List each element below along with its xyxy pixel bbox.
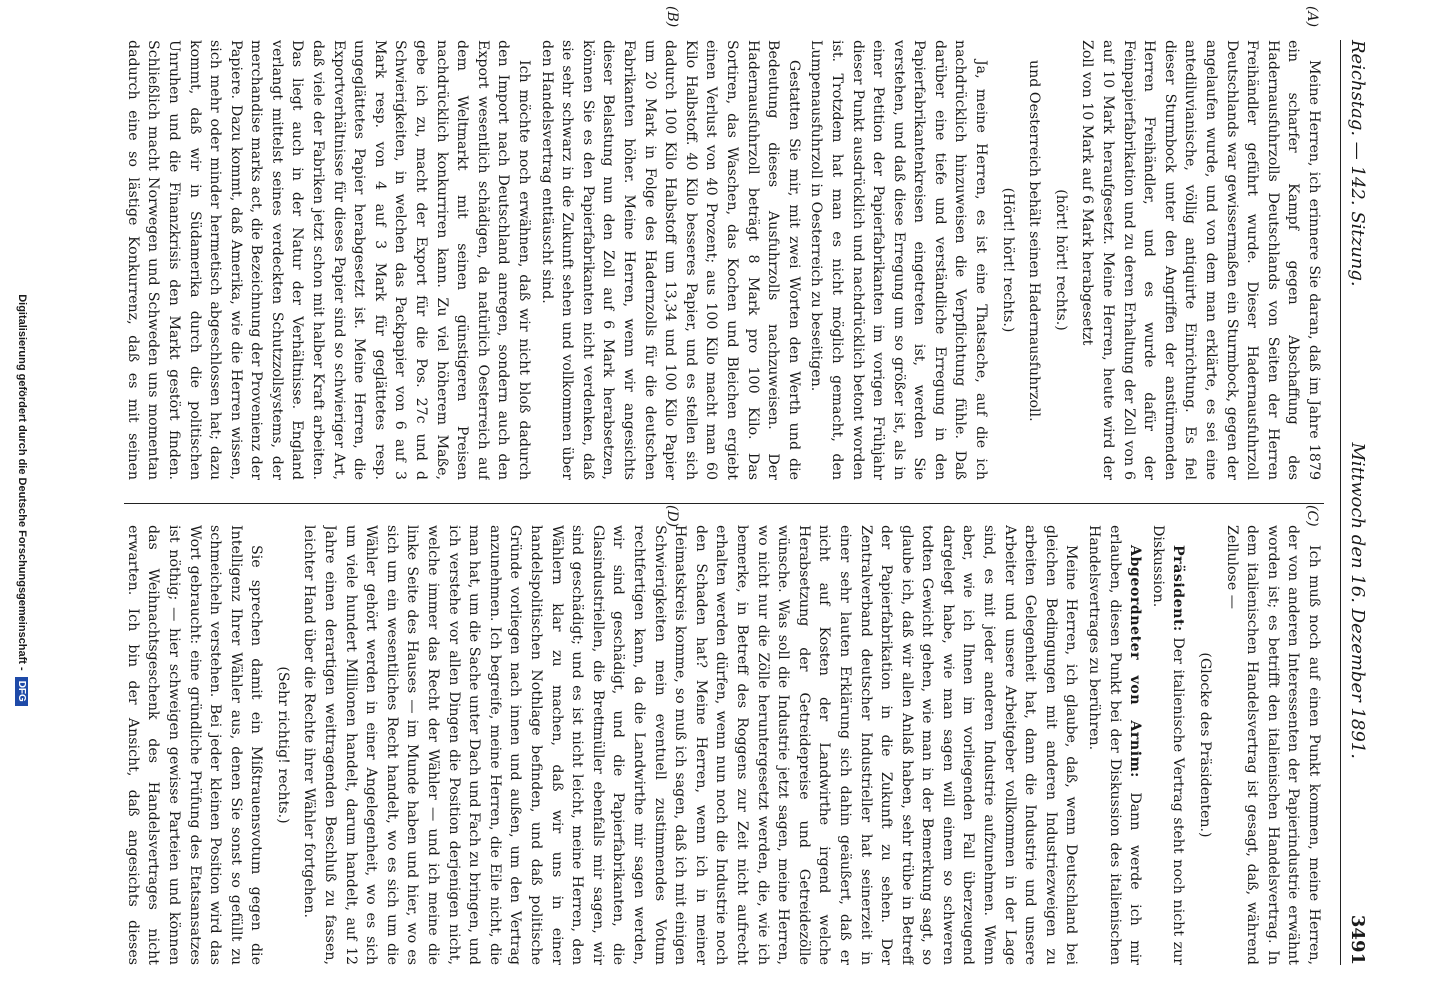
digitization-footer (12, 0, 32, 1000)
speech-text: Der italienische Vertrag steht noch nicht zur Diskussion. (1149, 525, 1187, 965)
page-header (1340, 40, 1380, 965)
paragraph: Ich möchte noch erwähnen, daß wir nicht bloß dadurch den Import nach Deutschland anregen, sondern auch den Export wesentlich schädigen, da natürlich Oesterreich auf dem Weltmarkt mit seinen günstigeren Preisen nachdrücklich konkurriren kann. Zu viel höherem Maße, gebe ich zu, macht der Export für die Pos. 27c und d Schwierigkeiten, in welchen das Packpapier von 6 auf 3 Mark resp. von 4 auf 3 Mark für geglättetes resp. ungeglättetes Papier herabgesetzt ist. Meine Herren, die Exportverhältnisse für dieses Papier sind so schwieriger Art, daß viele der Fabriken jetzt schon mit halber Kraft arbeiten. Das liegt auch in der Natur der Verhältnisse. England verlangt mittelst seines verdeckten Schutzzollsystems, der merchandise marks act, die Bezeichnung der Provenienz der Papiere. Dazu kommt, daß Amerika, wie die Herren wissen, sich mehr oder minder hermetisch abgeschlossen hat; dazu kommt, daß wir in Südamerika durch die politischen Unruhen und die Finanzkrisis den Markt gestört finden. Schließlich macht Norwegen und Schweden uns momentan dadurch eine so lästige Konkurrenz, daß es mit seinen (124, 40, 533, 480)
right-column (124, 525, 1324, 965)
column-divider (124, 503, 1324, 504)
speech-text: Dann werde ich mir erlauben, diesen Punkt bei der Diskussion des italienischen Handelsvertrages zu berühren. (1086, 525, 1144, 965)
paragraph: Meine Herren, ich erinnere Sie daran, daß im Jahre 1879 ein scharfer Kampf gegen Abschaffung des Hadernausfuhrzolls Deutschlands von Seiten der Herren Freihändler geführt wurde. Dieser Hadernausfuhrzoll Deutschlands war gewissermaßen ein Sturmbock, gegen der angelaufen wurde, und von dem man erklärte, es sei eine antediluvianische, völlig antiquirte Einrichtung. Es fiel dieser Sturmbock unter den Angriffen der anstürmenden Herren Freihändler, und es wurde dafür der Feinpapierfabrikation und zu deren Erhaltung der Zoll von 6 auf 10 Mark heraufgesetzt. Meine Herren, heute wird der Zoll von 10 Mark auf 6 Mark herabgesetzt (1079, 40, 1322, 480)
dfg-logo: DFG (16, 677, 29, 706)
footer-text: Digitalisierung gefördert durch die Deutsche Forschungsgemeinschaft - (16, 294, 28, 671)
header-date: Mittwoch den 16. Dezember 1891. (1347, 442, 1368, 759)
left-column (124, 40, 1324, 480)
page-number: 3491 (1347, 914, 1368, 965)
interjection: (Sehr richtig! rechts.) (274, 666, 291, 824)
speaker-name: Abgeordneter von Arnim: (1127, 545, 1144, 778)
paragraph: Meine Herren, ich glaube, daß, wenn Deutschland bei gleichen Bedingungen mit anderen Industriezweigen zu arbeiten Gelegenheit hat, dann die Industrie und unsere Arbeiter und unsere Arbeitgeber vollkommen in der Lage sind, es mit jeder anderen Industrie aufzunehmen. Wenn aber, wie ich Ihnen im vorliegenden Fall überzeugend dargelegt habe, wie man sagen will einem so schweren todten Gewicht gehen, wie man in der Bemerkung sagt, so glaube ich, daß wir allen Anlaß haben, sehr trübe in Betreff der Papierfabrikation in die Zukunft zu sehen. Der Zentralverband deutscher Industrieller hat seinerzeit in einer sehr lauten Erklärung sich dahin geäußert, daß er nicht auf Kosten der Landwirthe irgend welche Herabsetzung der Getreidepreise und Getreidezölle wünsche. Was soll die Industrie jetzt sagen, meine Herren, wo nicht nur die Zölle heruntergesetzt werden, die, wie ich bemerke, in Betreff des Roggens zur Zeit nicht aufrecht erhalten werden dürfen, wenn nun noch die Industrie noch den Schaden hat? Meine Herren, wenn ich in meiner Heimatskreis komme, so muß ich sagen, daß ich mit einigen Schwierigkeiten mein eventuell zustimmendes Votum rechtfertigen kann, da die Landwirthe mir sagen werden, wir sind geschädigt, und die Papierfabrikanten, die Glasindustriellen, die Brettmüller ebenfalls mir sagen, wir sind geschädigt; und es ist nicht leicht, meine Herren, den Wählern klar zu machen, daß wir uns in einer handelspolitischen Nothlage befinden, und daß politische Gründe vorliegen nach innen und außen, um den Vertrag anzunehmen. Ich begreife, meine Herren, die Eile nicht, die man hat, um die Sache unter Dach und Fach zu bringen, und ich verstehe vor allen Dingen die Position derjenigen nicht, welche immer das Recht der Wähler — und ich meine die linke Seite des Hauses — im Munde haben und hier, wo es sich um ein wesentliches Recht handelt, wo es sich um die Wähler gehört werden in einer Angelegenheit, wo es sich um viele hundert Millionen handelt, darum handelt, auf 12 Jahre einen derartigen weittragenden Beschluß zu fassen, leichter Hand über die Rechte ihrer Wähler fortgehen. (301, 525, 1080, 965)
margin-marker-a: (A) (1304, 6, 1320, 28)
interjection: (Hört! hört! rechts.) (999, 187, 1016, 333)
page-content (60, 6, 1380, 965)
paragraph (1083, 525, 1145, 965)
paragraph: Ja, meine Herren, es ist eine Thatsache, auf die ich nachdrücklich hinzuweisen die Verpflichtung fühle. Daß darüber eine tiefe und verständliche Erregung in den Papierfabrikantenkreisen eingetreten ist, werden Sie verstehen, und daß diese Erregung um so größer ist, als in einer Petition der Papierfabrikanten im vorigen Frühjahr dieser Punkt ausdrücklich und nachdrücklich betont worden ist. Trotzdem hat man es nicht möglich gemacht, den Lumpenausfuhrzoll in Oesterreich zu beseitigen. (808, 40, 990, 480)
margin-marker-b: (B) (664, 6, 680, 28)
paragraph: Gestatten Sie mir, mit zwei Worten den Werth und die Bedeutung dieses Ausfuhrzolls nachzuweisen. Der Hadernausfuhrzoll beträgt 8 Mark pro 100 Kilo. Das Sortiren, das Waschen, das Kochen und Bleichen ergiebt einen Verlust von 40 Prozent; aus 100 Kilo macht man 60 Kilo Halbstoff. 40 Kilo besseres Papier, und es stellen sich dadurch 100 Kilo Halbstoff um 13,34 und 100 Kilo Papier um 20 Mark in Folge des Hadernzolls für die deutschen Fabrikanten höher. Meine Herren, wenn wir angesichts dieser Belastung nun den Zoll auf 6 Mark herabsetzen, können Sie es den Papierfabrikanten nicht verdenken, daß sie sehr schwarz in die Zukunft sehen und vollkommen über den Handelsvertrag enttäuscht sind. (538, 40, 802, 480)
paragraph (1147, 525, 1188, 965)
paragraph: und Oesterreich behält seinen Hadernausfuhrzoll. (1026, 60, 1043, 422)
interjection: (Glocke des Präsidenten.) (1197, 652, 1214, 838)
header-left: Reichstag. — 142. Sitzung. (1347, 40, 1368, 287)
speaker-name: Präsident: (1170, 545, 1187, 632)
margin-marker-c: (C) (1304, 505, 1320, 527)
margin-marker-d: (D) (664, 505, 680, 528)
paragraph: Ich muß noch auf einen Punkt kommen, meine Herren, der von anderen Interessenten der Papierindustrie erwähnt worden ist; es betrifft den italienischen Handelsvertrag. In dem italienischen Handelsvertrag ist gesagt, daß, während Zellulose — (1223, 525, 1322, 965)
interjection: (hört! hört! rechts.) (1052, 189, 1069, 331)
paragraph: Sie sprechen damit ein Mißtrauensvotum gegen die Intelligenz Ihrer Wähler aus, denen Sie sonst so gefüllt zu schmeicheln verstehen. Bei jeder kleinen Position wird das Wort gebraucht: eine gründliche Prüfung des Etatsansatzes ist nöthig; — hier schweigen gewisse Parteien und können das Weihnachtsgeschenk des Handelsvertrages nicht erwarten. Ich bin der Ansicht, daß angesichts dieses (124, 525, 265, 965)
